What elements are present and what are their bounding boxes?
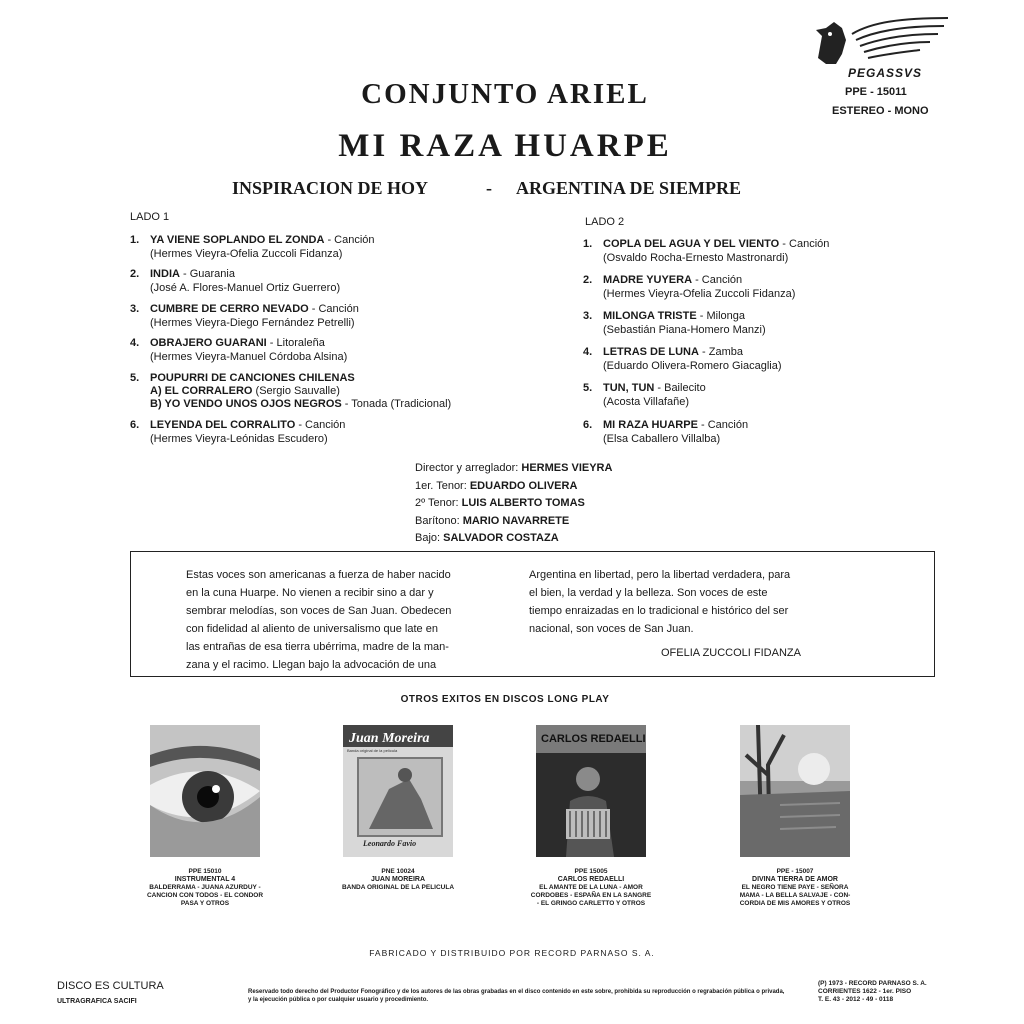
track-genre: - Guarania: [179, 268, 235, 280]
liner-note-line: sembrar melodías, son voces de San Juan. Obedecen: [186, 605, 452, 617]
side-2-tracklist: [583, 237, 1003, 452]
personnel-row: [415, 478, 612, 496]
album-desc-line: BANDA ORIGINAL DE LA PELICULA: [341, 884, 455, 891]
album-desc-line: CORDIA DE MIS AMORES Y OTROS: [739, 900, 851, 907]
track-title: COPLA DEL AGUA Y DEL VIENTO: [603, 238, 780, 250]
landscape-image-icon: [740, 725, 850, 857]
subtitle-separator: -: [486, 178, 492, 198]
liner-note-line: las entrañas de esa tierra ubérrima, madre de la man-: [186, 641, 449, 653]
track-credits: (Osvaldo Rocha-Ernesto Mastronardi): [603, 252, 789, 264]
side-1-tracklist: [130, 233, 550, 453]
side-1-label: LADO 1: [130, 211, 170, 223]
track-number: 2.: [583, 274, 593, 286]
printer-credit: ULTRAGRAFICA SACIFI: [57, 998, 137, 1005]
album-catalog: PPE 15010: [188, 868, 222, 875]
track-number: 4.: [130, 337, 140, 349]
album-catalog: PPE - 15007: [776, 868, 814, 875]
personnel-role: 1er. Tenor:: [415, 479, 470, 492]
track-credits: (Eduardo Olivera-Romero Giacaglia): [603, 360, 782, 372]
liner-note-line: en la cuna Huarpe. No vienen a recibir sino a dar y: [186, 587, 434, 599]
liner-note-line: zana y el racimo. Llegan bajo la advocación de una: [186, 659, 437, 671]
track-number: 1.: [583, 238, 593, 250]
personnel-name: SALVADOR COSTAZA: [443, 532, 559, 544]
album-desc-line: CANCION CON TODOS - EL CONDOR: [146, 892, 264, 899]
track-genre: - Zamba: [698, 346, 743, 358]
personnel-role: Barítono:: [415, 514, 463, 527]
cover-artist: Leonardo Favio: [363, 839, 417, 848]
personnel-role: Director y arreglador:: [415, 462, 522, 474]
album-catalog: PPE 15005: [574, 868, 608, 875]
liner-note-line: Estas voces son americanas a fuerza de haber nacido: [186, 569, 451, 581]
track-title: LEYENDA DEL CORRALITO: [150, 419, 296, 431]
track-number: 3.: [130, 303, 140, 315]
track-title: YA VIENE SOPLANDO EL ZONDA: [150, 234, 325, 246]
medley-part-a: A) EL CORRALERO: [150, 385, 253, 397]
track-genre: - Canción: [295, 419, 346, 431]
track-genre: - Canción: [697, 419, 749, 431]
album-cover-carlos-redaelli: [536, 725, 646, 857]
track-credits: (Hermes Vieyra-Leónidas Escudero): [150, 433, 328, 445]
album-caption: [521, 868, 661, 908]
album-desc-line: MAMA - LA BELLA SALVAJE - CON-: [739, 892, 851, 899]
manufacturer-line: FABRICADO Y DISTRIBUIDO POR RECORD PARNASO S. A.: [369, 948, 655, 958]
track-number: 5.: [130, 372, 140, 384]
copyright-block: [818, 980, 927, 1004]
legal-notice: Reservado todo derecho del Productor Fonográfico y de los autores de las obras grabadas en el disco contenido en este sobre, prohibida su reproducción o regrabación pública o privada, y la ejecución pública o por cualquier usuario y procedimiento.: [248, 989, 785, 1003]
track-title: INDIA: [150, 268, 180, 280]
medley-part-b: B) YO VENDO UNOS OJOS NEGROS: [150, 398, 342, 410]
track-number: 5.: [583, 382, 593, 394]
album-title: DIVINA TIERRA DE AMOR: [752, 876, 838, 883]
track-credits: (Acosta Villafañe): [603, 396, 690, 408]
copyright-line: CORRIENTES 1622 - 1er. PISO: [818, 988, 912, 995]
album-caption: [333, 868, 463, 892]
album-desc-line: BALDERRAMA - JUANA AZURDUY -: [149, 884, 261, 891]
track-number: 2.: [130, 268, 140, 280]
track-genre: - Canción: [324, 234, 375, 246]
track-number: 1.: [130, 234, 140, 246]
liner-notes-left: [186, 566, 451, 674]
medley-part-a-credit: (Sergio Sauvalle): [252, 385, 340, 397]
track-genre: - Bailecito: [654, 382, 706, 394]
album-title: JUAN MOREIRA: [370, 876, 426, 883]
album-catalog: PNE 10024: [381, 868, 415, 875]
cover-subtitle: Banda original de la película: [347, 748, 398, 753]
track-credits: (Elsa Caballero Villalba): [603, 433, 721, 445]
track-title: MI RAZA HUARPE: [603, 419, 698, 431]
rider-image-icon: [359, 759, 441, 835]
album-caption: [725, 868, 865, 908]
personnel-credits: [415, 460, 612, 548]
pegasus-logo-icon: [812, 14, 952, 70]
audio-format: ESTEREO - MONO: [832, 105, 929, 117]
side-2-label: LADO 2: [585, 216, 625, 228]
album-desc-line: PASA Y OTROS: [180, 900, 230, 907]
track-credits: (Sebastián Piana-Homero Manzi): [603, 324, 766, 336]
track-genre: - Milonga: [696, 310, 745, 322]
track-title: POUPURRI DE CANCIONES CHILENAS: [150, 372, 355, 384]
album-desc-line: EL AMANTE DE LA LUNA - AMOR: [539, 884, 643, 891]
catalog-number: PPE - 15011: [845, 86, 907, 98]
liner-notes-signature: OFELIA ZUCCOLI FIDANZA: [661, 647, 801, 659]
liner-note-line: el bien, la verdad y la belleza. Son voces de este: [529, 587, 768, 599]
personnel-row: [415, 495, 612, 513]
label-name: PEGASSVS: [848, 66, 923, 80]
album-cover-divina-tierra-de-amor: [740, 725, 850, 857]
personnel-name: EDUARDO OLIVERA: [469, 479, 578, 492]
personnel-role: Bajo:: [415, 532, 444, 544]
album-desc-line: - EL GRINGO CARLETTO Y OTROS: [536, 900, 646, 907]
track-title: MILONGA TRISTE: [603, 310, 697, 322]
track-number: 3.: [583, 310, 593, 322]
eye-image-icon: [150, 725, 260, 857]
album-desc-line: EL NEGRO TIENE PAYE - SEÑORA: [741, 884, 849, 891]
personnel-row: [415, 460, 612, 478]
liner-note-line: Argentina en libertad, pero la libertad verdadera, para: [529, 569, 791, 581]
album-caption: [140, 868, 270, 908]
artist-title: CONJUNTO ARIEL: [361, 78, 649, 110]
liner-notes-box: [130, 551, 935, 677]
other-releases-heading: OTROS EXITOS EN DISCOS LONG PLAY: [400, 694, 610, 705]
personnel-row: [415, 530, 612, 548]
copyright-line: T. E. 43 - 2012 - 49 - 0118: [818, 996, 894, 1003]
track-credits: (Hermes Vieyra-Ofelia Zuccoli Fidanza): [603, 288, 796, 300]
album-title: CARLOS REDAELLI: [557, 876, 625, 883]
track-title: MADRE YUYERA: [603, 274, 693, 286]
liner-note-line: con fidelidad al aliento de universalismo que late en: [186, 623, 438, 635]
accordion-player-image-icon: [536, 753, 646, 857]
disco-es-cultura-mark: DISCO ES CULTURA: [57, 980, 164, 992]
personnel-name: MARIO NAVARRETE: [462, 514, 570, 527]
cover-title: CARLOS REDAELLI: [541, 733, 646, 745]
track-credits: (José A. Flores-Manuel Ortiz Guerrero): [150, 282, 341, 294]
liner-notes-right: [529, 566, 790, 638]
track-genre: - Litoraleña: [266, 337, 325, 349]
track-title: OBRAJERO GUARANI: [150, 337, 267, 349]
album-cover-juan-moreira: [343, 725, 453, 857]
album-cover-instrumental-4: [150, 725, 260, 857]
track-number: 6.: [583, 419, 593, 431]
personnel-name: LUIS ALBERTO TOMAS: [461, 497, 585, 509]
track-genre: - Canción: [779, 238, 830, 250]
subtitle-right: ARGENTINA DE SIEMPRE: [516, 178, 742, 198]
personnel-role: 2º Tenor:: [415, 497, 462, 509]
track-title: CUMBRE DE CERRO NEVADO: [150, 303, 309, 315]
album-title: MI RAZA HUARPE: [338, 128, 672, 164]
liner-note-line: tiempo enraizadas en lo tradicional e histórico del ser: [529, 605, 789, 617]
track-title: LETRAS DE LUNA: [603, 346, 699, 358]
personnel-row: [415, 513, 612, 531]
cover-portrait-frame: [357, 757, 443, 837]
track-credits: (Hermes Vieyra-Ofelia Zuccoli Fidanza): [150, 248, 343, 260]
track-credits: (Hermes Vieyra-Diego Fernández Petrelli): [150, 317, 355, 329]
track-number: 6.: [130, 419, 140, 431]
personnel-name: HERMES VIEYRA: [521, 462, 613, 474]
track-title: TUN, TUN: [603, 382, 655, 394]
medley-part-b-credit: - Tonada (Tradicional): [341, 398, 452, 410]
track-number: 4.: [583, 346, 593, 358]
track-genre: - Canción: [308, 303, 359, 315]
liner-note-line: nacional, son voces de San Juan.: [529, 623, 694, 635]
copyright-line: (P) 1973 - RECORD PARNASO S. A.: [818, 980, 927, 987]
album-desc-line: CORDOBES - ESPAÑA EN LA SANGRE: [530, 892, 652, 899]
subtitle-left: INSPIRACION DE HOY: [232, 178, 429, 198]
track-genre: - Canción: [692, 274, 743, 286]
album-title: INSTRUMENTAL 4: [174, 876, 236, 883]
track-credits: (Hermes Vieyra-Manuel Córdoba Alsina): [150, 351, 348, 363]
cover-title: Juan Moreira: [349, 731, 430, 746]
